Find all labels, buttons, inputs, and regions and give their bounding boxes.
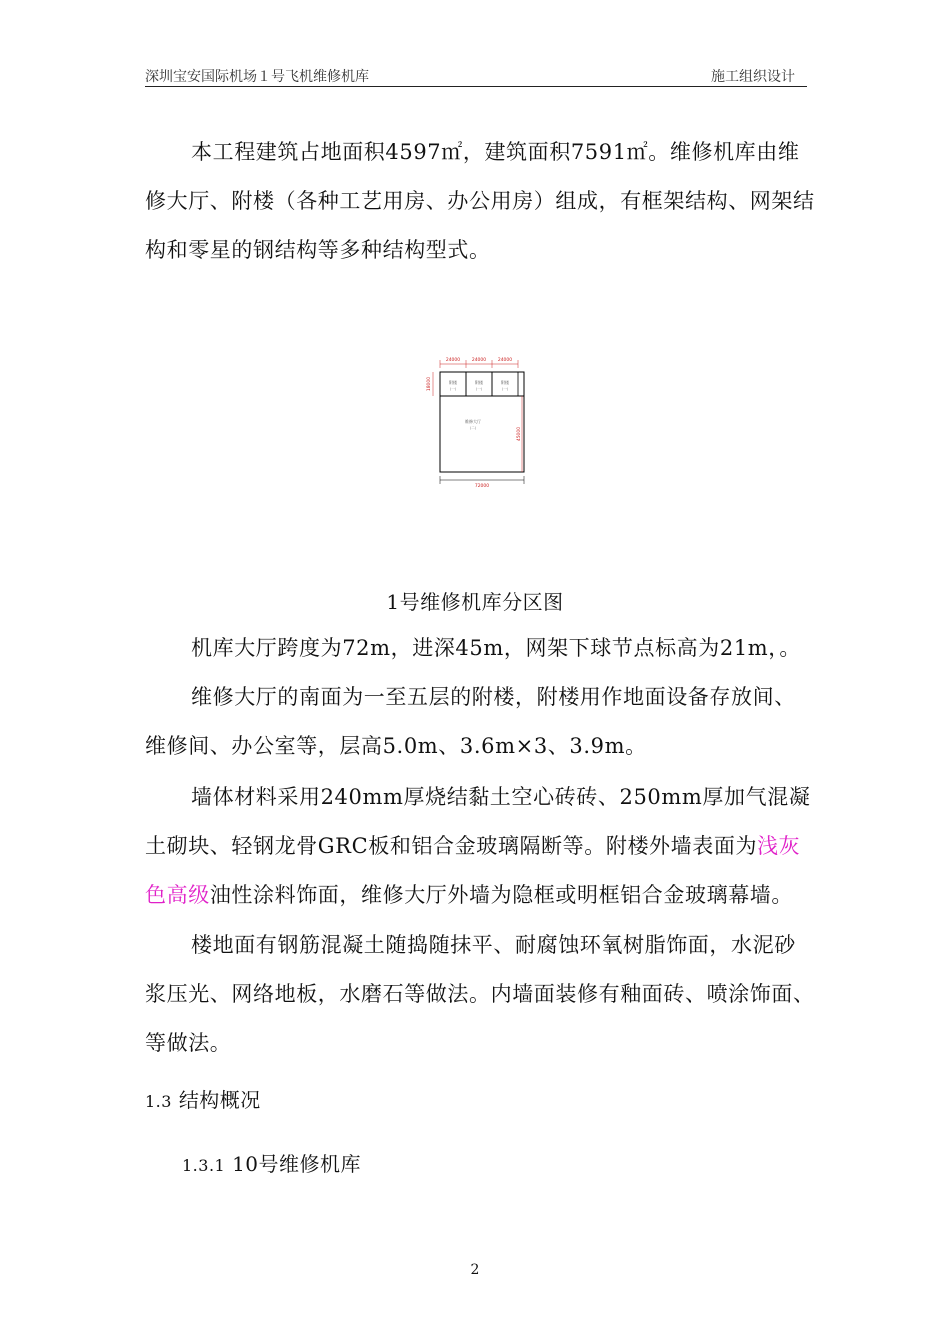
- dim-right: 45000: [517, 426, 522, 442]
- room-c-sub: (一): [501, 387, 509, 391]
- room-b-label: 附楼: [475, 380, 483, 385]
- section-title: 结构概况: [178, 1088, 261, 1112]
- header-project-title: 深圳宝安国际机场１号飞机维修机库: [145, 69, 369, 85]
- dim-left: 18000: [427, 376, 432, 392]
- section-heading-1-3: [145, 1084, 261, 1113]
- paragraph-wall-materials: [145, 773, 815, 920]
- paragraph-floor-finishes: 楼地面有钢筋混凝土随捣随抹平、耐腐蚀环氧树脂饰面，水泥砂浆压光、网络地板，水磨石等做法。内墙面装修有釉面砖、喷涂饰面、等做法。: [145, 933, 815, 1055]
- dim-bottom: 72000: [474, 484, 490, 489]
- paragraph-annex: 维修大厅的南面为一至五层的附楼，附楼用作地面设备存放间、维修间、办公室等，层高5.0m、3.6m×3、3.9m。: [145, 685, 796, 758]
- subsection-title: 10号维修机库: [232, 1152, 362, 1176]
- figure-caption: 1号维修机库分区图: [386, 590, 564, 614]
- room-a-sub: (一): [449, 387, 457, 391]
- header-document-type: 施工组织设计: [711, 69, 795, 85]
- dim-top-1: 24000: [445, 358, 461, 363]
- room-c-label: 附楼: [501, 380, 509, 385]
- dim-top-3: 24000: [497, 358, 513, 363]
- wall-materials-text-b: 油性涂料饰面，维修大厅外墙为隐框或明框铝合金玻璃幕墙。: [209, 883, 794, 907]
- hangar-zoning-diagram: [418, 350, 528, 490]
- dim-top-2: 24000: [471, 358, 487, 363]
- section-heading-1-3-1: [182, 1148, 361, 1177]
- room-a-label: 附楼: [449, 380, 457, 385]
- highlighted-text: 浅灰色高级: [145, 834, 801, 907]
- room-b-sub: (一): [475, 387, 483, 391]
- wall-materials-text-a: 墙体材料采用240mm厚烧结黏土空心砖砖、250mm厚加气混凝土砌块、轻钢龙骨GRC板和铝合金玻璃隔断等。附楼外墙表面为: [145, 785, 811, 858]
- hall-sub: (二): [469, 426, 477, 430]
- page-header: [145, 64, 807, 87]
- section-number: 1.3: [145, 1092, 172, 1111]
- paragraph-overview: 本工程建筑占地面积4597㎡，建筑面积7591㎡。维修机库由维修大厅、附楼（各种工艺用房、办公用房）组成，有框架结构、网架结构和零星的钢结构等多种结构型式。: [145, 140, 815, 262]
- page-number: 2: [470, 1262, 480, 1278]
- paragraph-hall-dimensions: 机库大厅跨度为72m，进深45m，网架下球节点标高为21m，。: [191, 636, 802, 660]
- hall-label: 维修大厅: [465, 419, 481, 424]
- subsection-number: 1.3.1: [182, 1156, 226, 1175]
